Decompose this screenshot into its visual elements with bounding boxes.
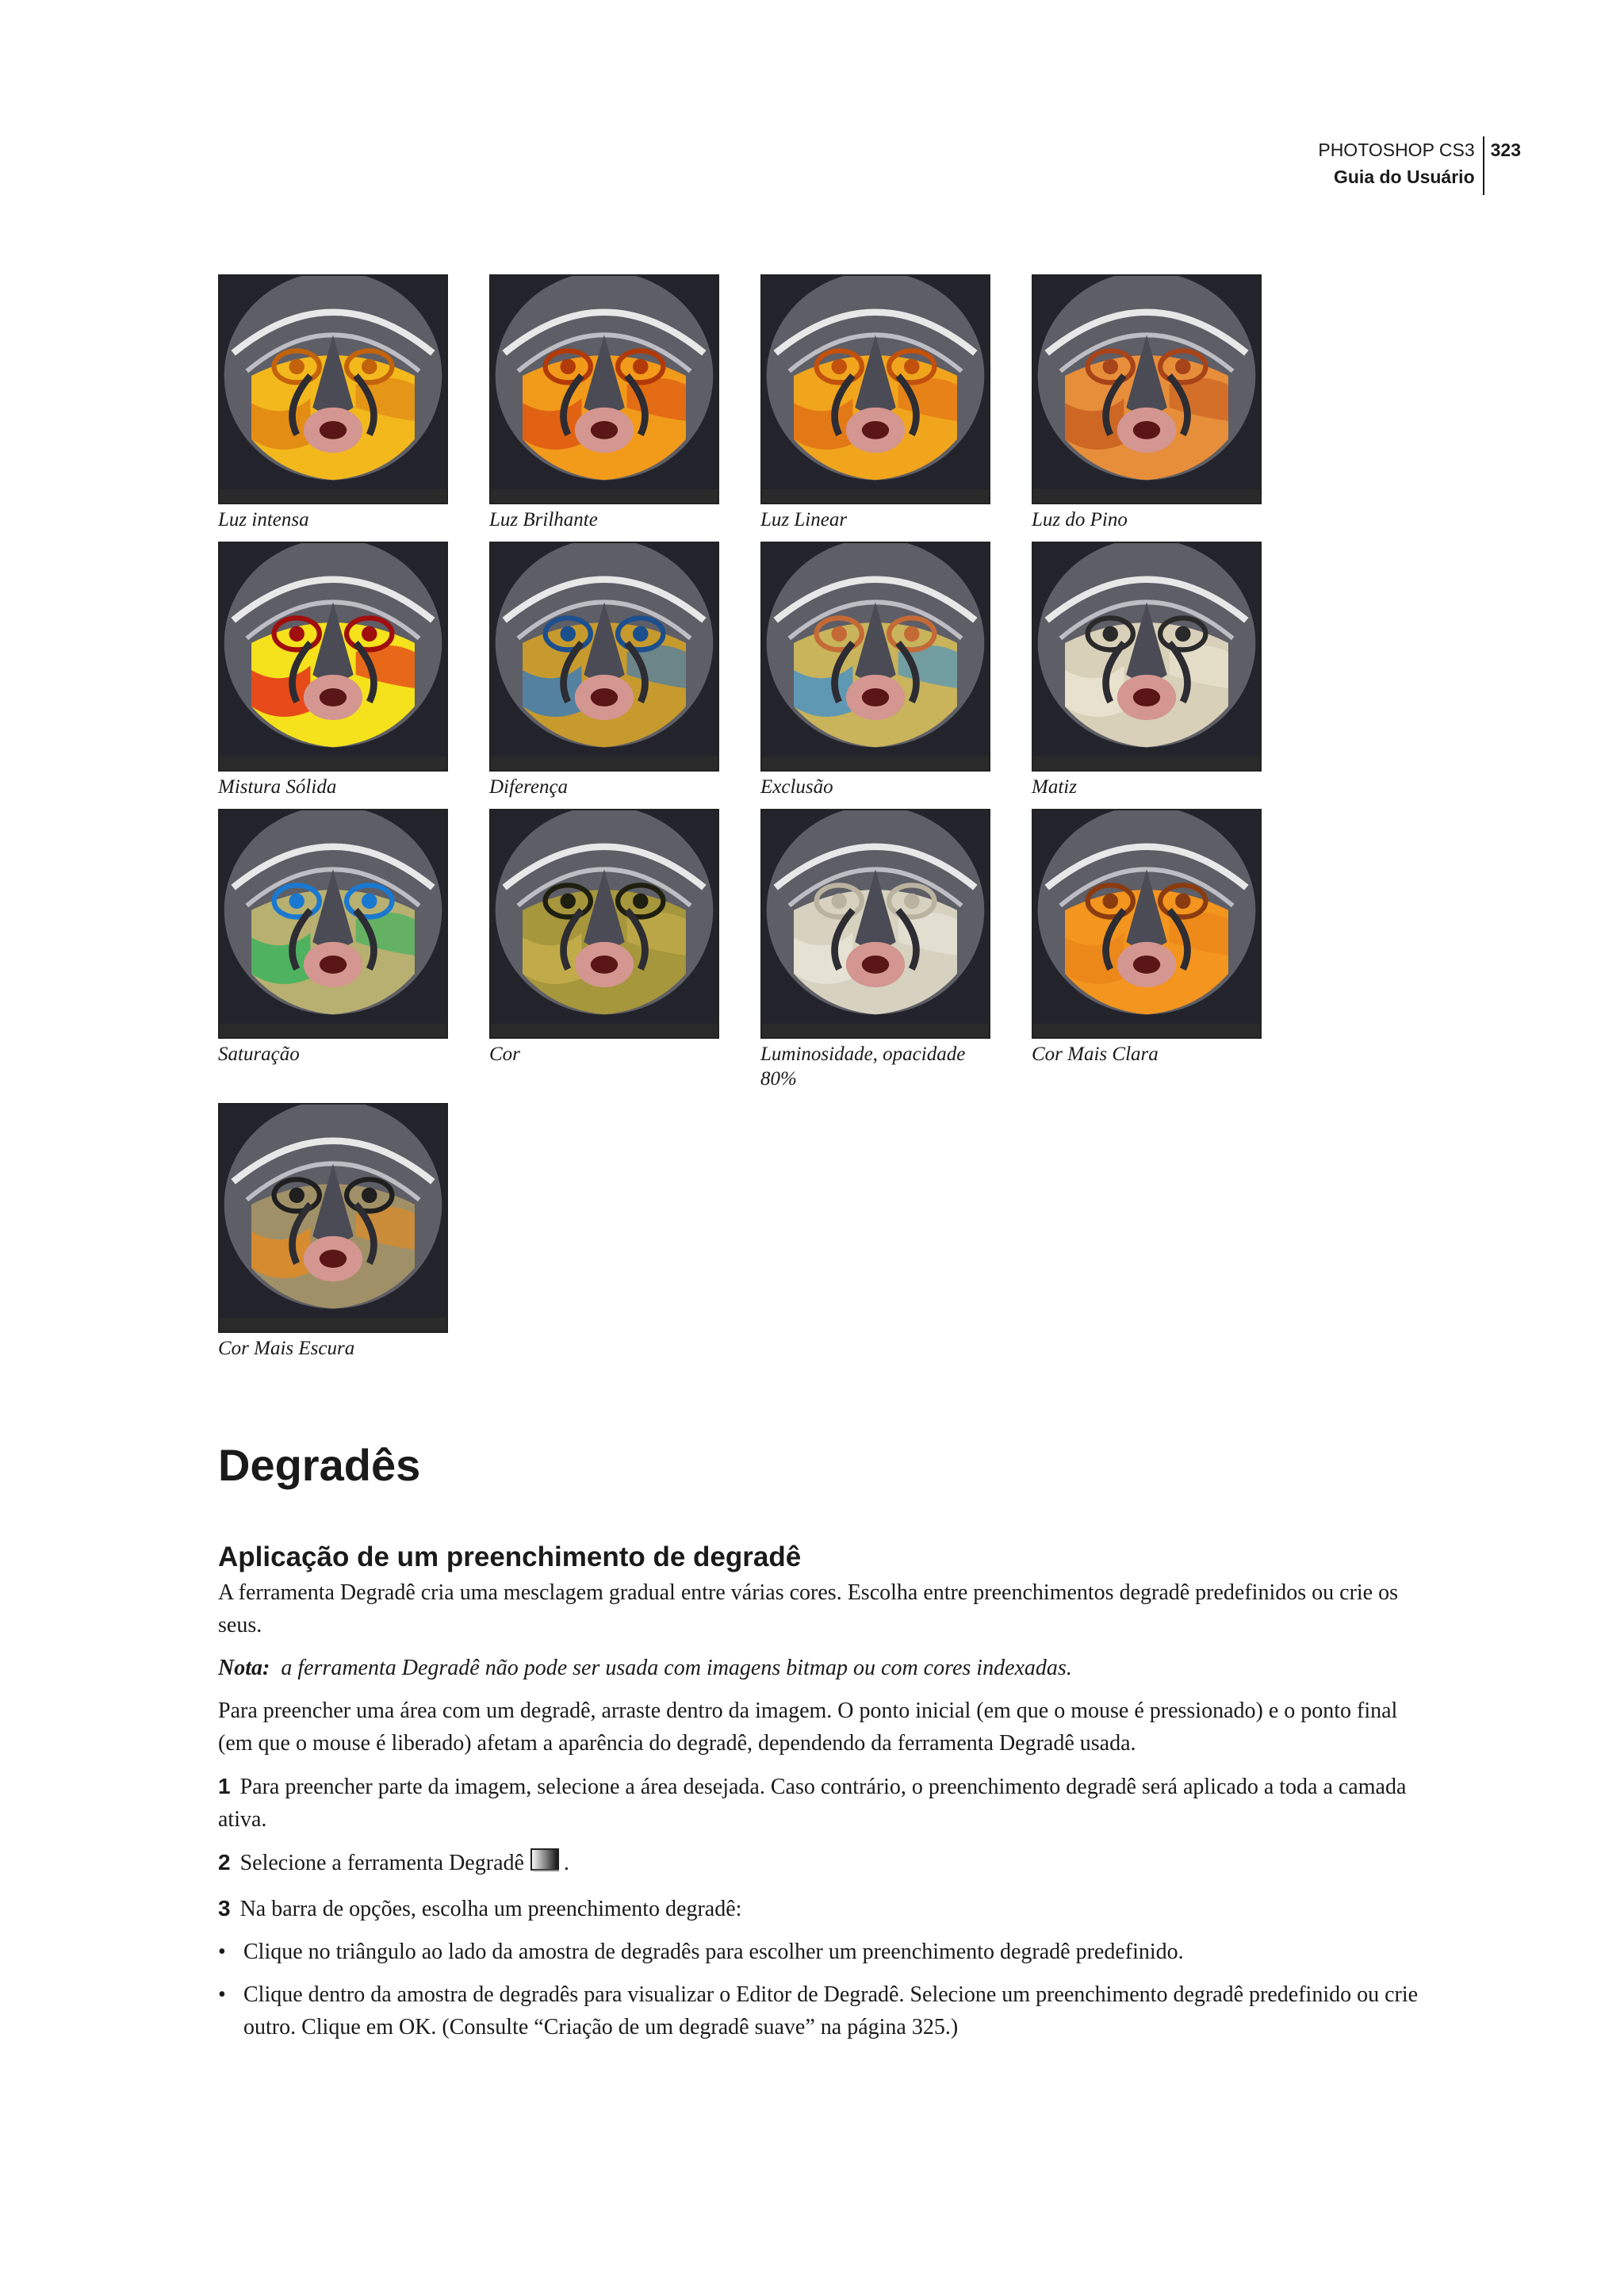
figure-caption: Luz Linear (760, 509, 848, 530)
figure (760, 542, 990, 799)
figure-caption: Cor Mais Clara (1032, 1044, 1159, 1065)
figure-caption: Matiz (1032, 776, 1077, 798)
totem-mask-image (218, 542, 448, 772)
bullet-item (218, 1936, 1423, 1968)
running-header (1318, 136, 1521, 195)
totem-mask-image (218, 1103, 448, 1333)
subsection-heading: Aplicação de um preenchimento de degradê (218, 1541, 802, 1572)
step-3 (218, 1892, 1423, 1925)
totem-mask-image (218, 809, 448, 1039)
figure (1032, 274, 1262, 532)
page-number: 323 (1490, 140, 1521, 160)
header-subtitle: Guia do Usuário (1333, 167, 1475, 187)
figure (218, 274, 448, 532)
bullet-text: Clique dentro da amostra de degradês para visualizar o Editor de Degradê. Selecione um preenchimento degradê predefinido ou crie outro. Clique em OK. (Consulte “Criação de um degradê suave” na página 325.) (243, 1982, 1419, 2039)
figure-caption: Diferença (489, 776, 569, 798)
step-number: 1 (218, 1774, 231, 1798)
figure (218, 1103, 448, 1361)
figure-caption: Cor (489, 1044, 520, 1065)
figure (1032, 542, 1262, 799)
note-label: Nota: (218, 1656, 270, 1680)
header-title: PHOTOSHOP CS3 (1318, 140, 1475, 160)
bullet-item (218, 1978, 1423, 2043)
figure-caption: Saturação (218, 1044, 300, 1065)
bullet-text: Clique no triângulo ao lado da amostra de degradês para escolher um preenchimento degradê predefinido. (243, 1940, 1184, 1964)
figure (760, 809, 990, 1091)
figure-caption: Luz intensa (218, 509, 309, 530)
header-titles (1318, 136, 1482, 195)
step-1 (218, 1770, 1423, 1836)
figure-caption: Mistura Sólida (218, 776, 337, 798)
step-text: Para preencher parte da imagem, selecione a área desejada. Caso contrário, o preenchimento degradê será aplicado a toda a camada ativa. (218, 1775, 1407, 1832)
body-text (218, 1576, 1423, 2054)
totem-mask-image (489, 274, 719, 504)
figure (489, 809, 719, 1067)
totem-mask-image (1032, 542, 1262, 772)
bullet-dot: • (218, 1940, 226, 1964)
totem-mask-image (760, 809, 990, 1039)
figure (218, 542, 448, 799)
step-text: Selecione a ferramenta Degradê (239, 1851, 524, 1875)
note-text: a ferramenta Degradê não pode ser usada com imagens bitmap ou com cores indexadas. (281, 1656, 1072, 1680)
intro-paragraph: A ferramenta Degradê cria uma mesclagem gradual entre várias cores. Escolha entre preenchimentos degradê predefinidos ou crie os seus. (218, 1580, 1398, 1637)
figure (489, 542, 719, 799)
figure-caption: Luminosidade, opacidade 80% (760, 1044, 966, 1090)
totem-mask-image (489, 542, 719, 772)
figure (760, 274, 990, 532)
totem-mask-image (489, 809, 719, 1039)
figure (1032, 809, 1262, 1067)
note (218, 1652, 1423, 1684)
figure (489, 274, 719, 532)
section-heading: Degradês (218, 1440, 421, 1490)
step-2 (218, 1846, 1423, 1882)
totem-mask-image (218, 274, 448, 504)
totem-mask-image (1032, 274, 1262, 504)
totem-mask-image (1032, 809, 1262, 1039)
figure-caption: Cor Mais Escura (218, 1338, 355, 1359)
totem-mask-image (760, 274, 990, 504)
figure (218, 809, 448, 1067)
step-number: 3 (218, 1896, 231, 1921)
step-text: Na barra de opções, escolha um preenchimento degradê: (239, 1897, 742, 1921)
gradient-tool-icon (530, 1848, 561, 1882)
figure-caption: Exclusão (760, 776, 833, 798)
figure-caption: Luz Brilhante (489, 509, 598, 530)
step-text-end: . (563, 1851, 569, 1875)
bullet-dot: • (218, 1982, 226, 2007)
drag-paragraph: Para preencher uma área com um degradê, arraste dentro da imagem. O ponto inicial (em que o mouse é pressionado) e o ponto final (em que o mouse é liberado) afetam a aparência do degradê, dependendo da ferramenta Degradê usada. (218, 1698, 1398, 1756)
totem-mask-image (760, 542, 990, 772)
figure-caption: Luz do Pino (1032, 509, 1128, 530)
step-number: 2 (218, 1850, 231, 1875)
